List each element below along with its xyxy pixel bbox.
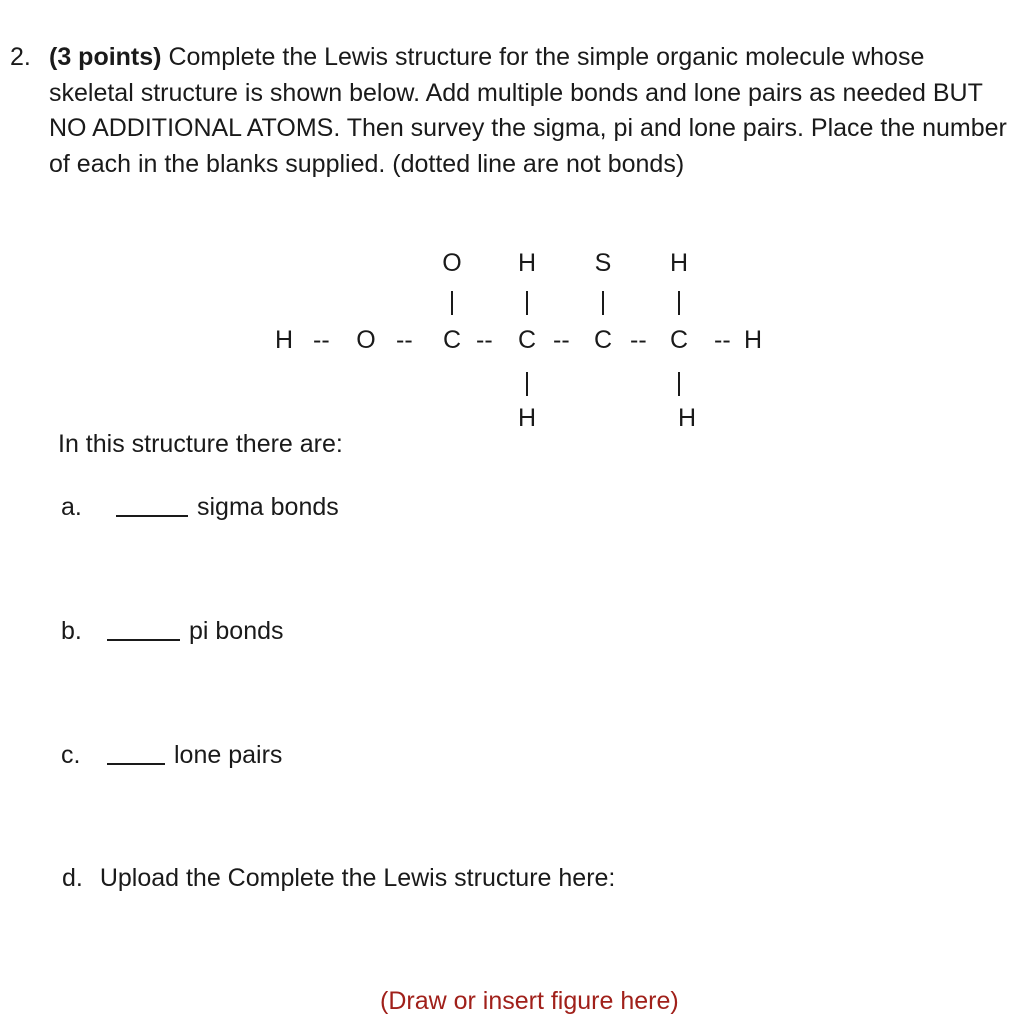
upload-prompt	[62, 862, 615, 894]
item-label: pi bonds	[189, 617, 284, 645]
atom-chain-h-right: H	[743, 326, 763, 354]
answer-pi	[61, 615, 461, 655]
upload-text: Upload the Complete the Lewis structure here:	[99, 864, 616, 892]
dotted-bond-2: --	[396, 326, 413, 354]
lone-pairs-blank[interactable]	[107, 739, 165, 765]
sigma-blank[interactable]	[116, 491, 188, 517]
answer-sigma	[61, 491, 461, 531]
bond-upper-2	[526, 291, 528, 315]
upload-letter: d.	[62, 864, 83, 892]
atom-chain-c2: C	[517, 326, 537, 354]
bond-upper-4	[678, 291, 680, 315]
atom-chain-h-left: H	[274, 326, 294, 354]
atom-chain-c1: C	[442, 326, 462, 354]
atom-chain-o: O	[356, 326, 376, 354]
item-letter: c.	[61, 741, 81, 769]
atom-top-o: O	[442, 249, 462, 277]
atom-top-s: S	[594, 249, 612, 277]
dotted-bond-5: --	[630, 326, 647, 354]
atom-top-h1: H	[517, 249, 537, 277]
dotted-bond-4: --	[553, 326, 570, 354]
dotted-bond-1: --	[313, 326, 330, 354]
bond-upper-3	[602, 291, 604, 315]
bond-lower-1	[526, 372, 528, 396]
skeletal-structure	[0, 0, 1024, 460]
answer-lone-pairs	[61, 739, 461, 779]
item-letter: a.	[61, 493, 82, 521]
bond-lower-2	[678, 372, 680, 396]
item-label: lone pairs	[174, 741, 283, 769]
atom-bottom-h1: H	[517, 404, 537, 432]
atom-chain-c3: C	[593, 326, 613, 354]
atom-bottom-h2: H	[677, 404, 697, 432]
item-letter: b.	[61, 617, 82, 645]
atom-chain-c4: C	[669, 326, 689, 354]
bond-upper-1	[451, 291, 453, 315]
pi-blank[interactable]	[107, 615, 180, 641]
question-body: Complete the Lewis structure for the simple organic molecule whose skeletal structure is shown below. Add multiple bonds and lone pairs as needed BUT NO ADDITIONAL ATOMS. Then survey the sigma, pi and lone pairs. Place the number of each in the blanks supplied. (dotted line are not bonds)	[49, 43, 1007, 178]
atom-top-h2: H	[669, 249, 689, 277]
question-points: (3 points)	[49, 43, 162, 71]
dotted-bond-3: --	[476, 326, 493, 354]
survey-intro: In this structure there are:	[58, 430, 343, 458]
dotted-bond-6: --	[714, 326, 731, 354]
question-number: 2.	[10, 43, 31, 71]
item-label: sigma bonds	[197, 493, 339, 521]
figure-placeholder[interactable]: (Draw or insert figure here)	[380, 987, 679, 1015]
